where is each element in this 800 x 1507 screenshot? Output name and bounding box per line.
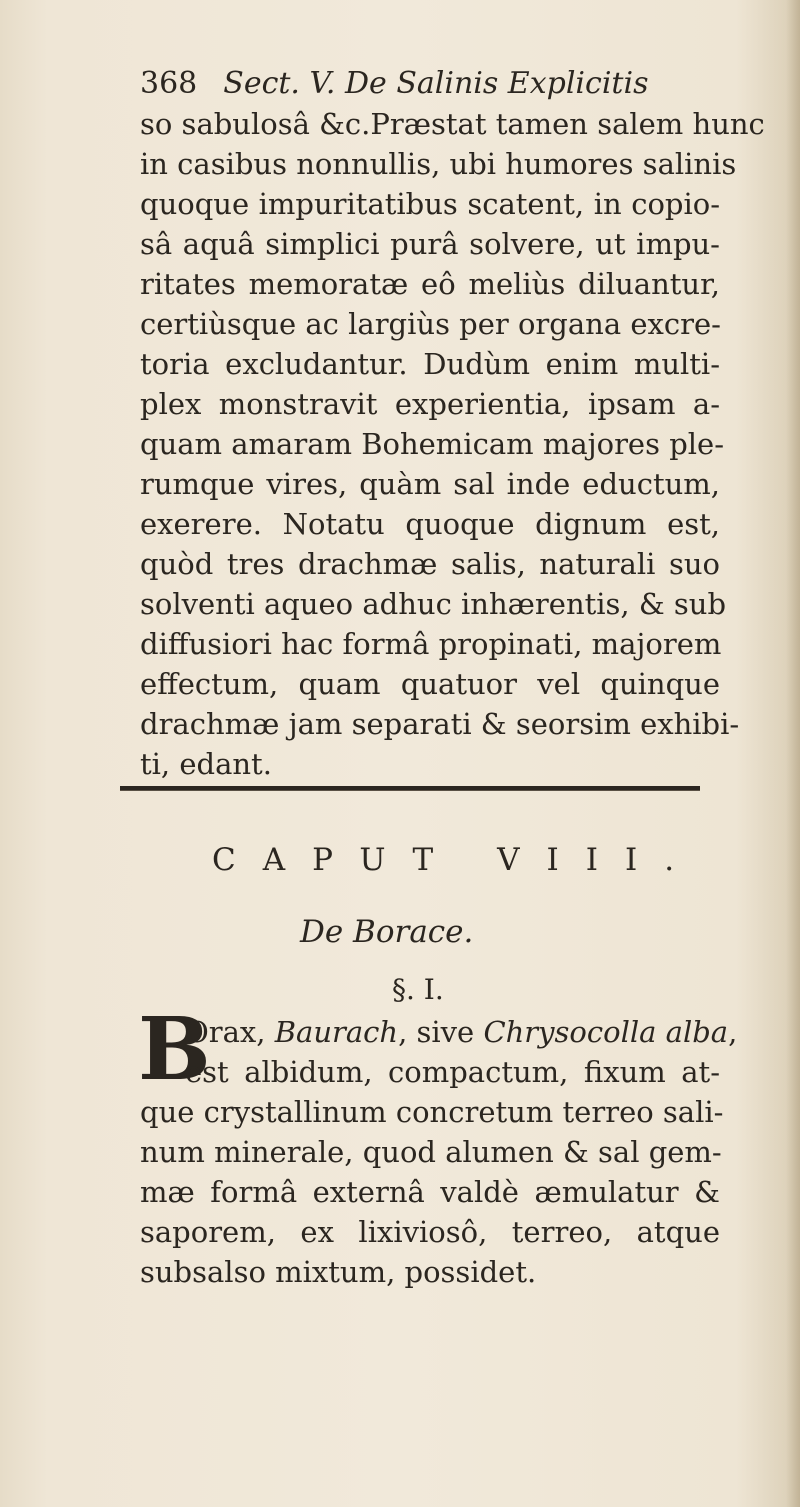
text-line: plex monstravit experientia, ipsam a- xyxy=(140,387,720,421)
text-line: ritates memoratæ eô meliùs diluantur, xyxy=(140,267,720,301)
text-line: diffusiori hac formâ propinati, majorem xyxy=(140,627,722,661)
section-number: §. I. xyxy=(392,973,444,1006)
text-line: mæ formâ externâ valdè æmulatur & xyxy=(140,1175,720,1209)
paragraph-1 xyxy=(140,104,765,784)
text-line: saporem, ex lixiviosô, terreo, atque xyxy=(140,1215,720,1249)
italic-term: Chrysocolla alba xyxy=(483,1015,729,1049)
drop-cap-letter: B xyxy=(138,999,211,1100)
text-span: Orax, xyxy=(185,1015,275,1049)
text-line: est albidum, compactum, fixum at- xyxy=(185,1055,720,1089)
text-line: effectum, quam quatuor vel quinque xyxy=(140,667,720,701)
paragraph-2-indented xyxy=(185,1012,738,1092)
text-span: , xyxy=(728,1015,738,1049)
text-line: num minerale, quod alumen & sal gem- xyxy=(140,1135,722,1169)
text-line: so sabulosâ &c.Præstat tamen salem hunc xyxy=(140,107,765,141)
chapter-heading: CAPUT VIII. xyxy=(212,842,702,878)
chapter-subtitle: De Borace. xyxy=(300,914,474,950)
text-line: ti, edant. xyxy=(140,747,272,781)
paragraph-2-continued xyxy=(140,1092,724,1292)
text-line: exerere. Notatu quoque dignum est, xyxy=(140,507,720,541)
text-line: quòd tres drachmæ salis, naturali suo xyxy=(140,547,720,581)
text-line: sâ aquâ simplici purâ solvere, ut impu- xyxy=(140,227,720,261)
text-span: , sive xyxy=(398,1015,484,1049)
text-line: solventi aqueo adhuc inhærentis, & sub xyxy=(140,587,727,621)
italic-term: Baurach xyxy=(274,1015,399,1049)
text-line: certiùsque ac largiùs per organa excre- xyxy=(140,307,721,341)
text-line-first xyxy=(185,1012,738,1052)
text-line: quam amaram Bohemicam majores ple- xyxy=(140,427,724,461)
text-line: rumque vires, quàm sal inde eductum, xyxy=(140,467,720,501)
page-edge-shadow xyxy=(786,0,800,1507)
text-line: que crystallinum concretum terreo sali- xyxy=(140,1095,724,1129)
text-line: quoque impuritatibus scatent, in copio- xyxy=(140,187,720,221)
text-line: drachmæ jam separati & seorsim exhibi- xyxy=(140,707,740,741)
text-line: in casibus nonnullis, ubi humores salinis xyxy=(140,147,737,181)
running-head-title: Sect. V. De Salinis Explicitis xyxy=(223,66,649,101)
text-line: toria excludantur. Dudùm enim multi- xyxy=(140,347,720,381)
running-head xyxy=(140,62,700,106)
page-number: 368 xyxy=(140,66,198,101)
section-divider-rule xyxy=(120,786,700,791)
text-line: subsalso mixtum, possidet. xyxy=(140,1255,537,1289)
